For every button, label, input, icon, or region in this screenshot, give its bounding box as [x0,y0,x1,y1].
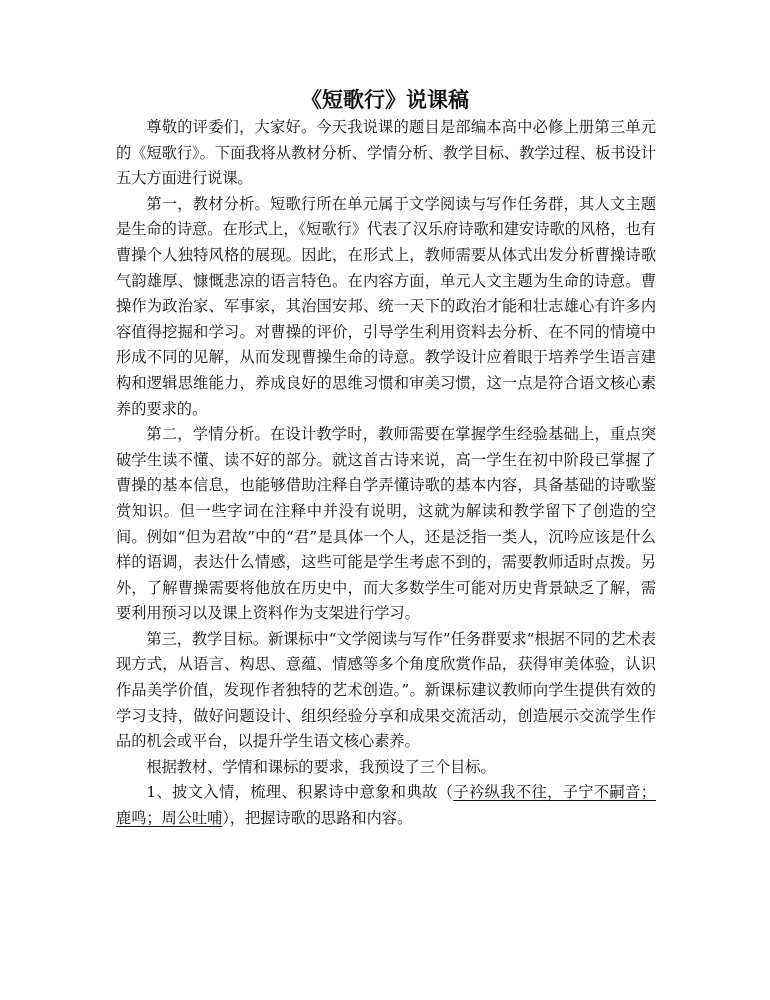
goal-1-text-before: 1、披文入情，梳理、积累诗中意象和典故（ [146,783,454,802]
page-title: 《短歌行》说课稿 [301,88,469,112]
document-body [116,115,656,832]
paragraph-teaching-goals: 第三，教学目标。新课标中“文学阅读与写作”任务群要求“根据不同的艺术表现方式，从语言、构思、意蕴、情感等多个角度欣赏作品，获得审美体验，认识作品美学价值，发现作者独特的艺术创造。”。新课标建议教师向学生提供有效的学习支持，做好问题设计、组织经验分享和成果交流活动，创造展示交流学生作品的机会或平台，以提升学生语文核心素养。 [116,629,656,751]
paragraph-textbook-analysis: 第一，教材分析。短歌行所在单元属于文学阅读与写作任务群，其人文主题是生命的诗意。在形式上，《短歌行》代表了汉乐府诗歌和建安诗歌的风格，也有曹操个人独特风格的展现。因此，在形式上，教师需要从体式出发分析曹操诗歌气韵雄厚、慷慨悲凉的语言特色。在内容方面，单元人文主题为生命的诗意。曹操作为政治家、军事家，其治国安邦、统一天下的政治才能和壮志雄心有许多内容值得挖掘和学习。对曹操的评价，引导学生利用资料去分析、在不同的情境中形成不同的见解，从而发现曹操生命的诗意。教学设计应着眼于培养学生语言建构和逻辑思维能力，养成良好的思维习惯和审美习惯，这一点是符合语文核心素养的要求的。 [116,194,656,418]
goal-1-text-after: ），把握诗歌的思路和内容。 [222,809,413,828]
paragraph-goal-intro: 根据教材、学情和课标的要求，我预设了三个目标。 [146,757,496,776]
paragraph-intro: 尊敬的评委们，大家好。今天我说课的题目是部编本高中必修上册第三单元的《短歌行》。下面我将从教材分析、学情分析、教学目标、教学过程、板书设计五大方面进行说课。 [116,118,656,188]
paragraph-student-analysis: 第二，学情分析。在设计教学时，教师需要在掌握学生经验基础上，重点突破学生读不懂、读不好的部分。就这首古诗来说，高一学生在初中阶段已掌握了曹操的基本信息，也能够借助注释自学弄懂诗歌的基本内容，具备基础的诗歌鉴赏知识。但一些字词在注释中并没有说明，这就为解读和教学留下了创造的空间。例如“但为君故”中的“君”是具体一个人，还是泛指一类人，沉吟应该是什么样的语调，表达什么情感，这些可能是学生考虑不到的，需要教师适时点拨。另外，了解曹操需要将他放在历史中，而大多数学生可能对历史背景缺乏了解，需要利用预习以及课上资料作为支架进行学习。 [116,425,656,623]
goal-1-allusions-underlined: 子衿纵我不往，子宁不嗣音；鹿鸣；周公吐哺 [116,783,656,828]
paragraph-goal-1 [116,780,656,831]
